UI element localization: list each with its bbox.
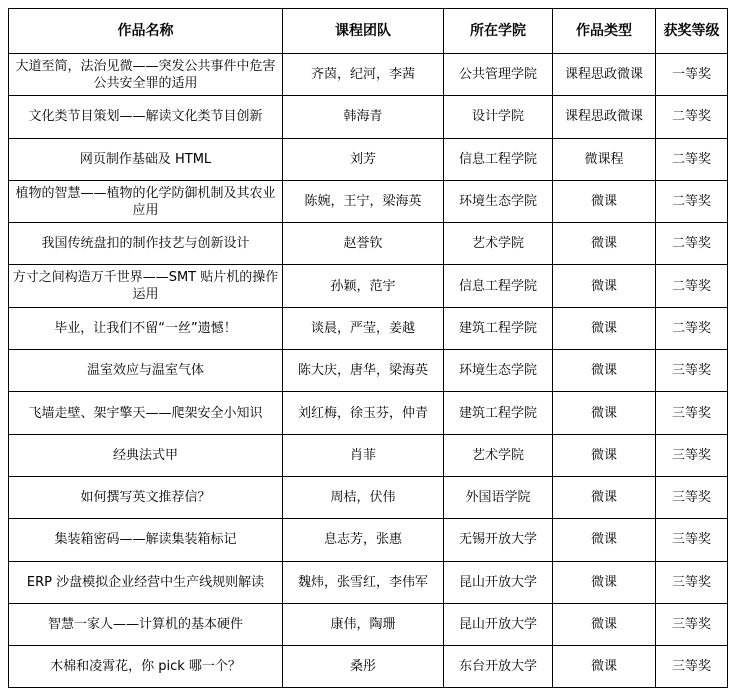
cell-work-name: 文化类节目策划——解读文化类节目创新 <box>9 96 283 138</box>
cell-award-level: 二等奖 <box>656 223 728 265</box>
cell-award-level: 三等奖 <box>656 561 728 603</box>
cell-work-type: 微课 <box>553 350 656 392</box>
cell-course-team: 赵誉钦 <box>283 223 444 265</box>
table-body <box>9 54 728 688</box>
cell-work-name: 如何撰写英文推荐信？ <box>9 476 283 518</box>
table-row <box>9 392 728 434</box>
table-row <box>9 350 728 392</box>
cell-work-name: 木棉和凌霄花，你 pick 哪一个？ <box>9 646 283 688</box>
cell-work-name: 大道至简，法治见微——突发公共事件中危害公共安全罪的适用 <box>9 54 283 96</box>
cell-college: 艺术学院 <box>444 434 553 476</box>
cell-course-team: 息志芳，张惠 <box>283 519 444 561</box>
cell-course-team: 齐茵，纪河，李茜 <box>283 54 444 96</box>
cell-course-team: 周桔，伏伟 <box>283 476 444 518</box>
cell-college: 公共管理学院 <box>444 54 553 96</box>
cell-award-level: 三等奖 <box>656 434 728 476</box>
header-work-type: 作品类型 <box>553 9 656 54</box>
cell-course-team: 康伟，陶珊 <box>283 603 444 645</box>
table-row <box>9 561 728 603</box>
cell-college: 无锡开放大学 <box>444 519 553 561</box>
table-header <box>9 9 728 54</box>
cell-college: 信息工程学院 <box>444 265 553 307</box>
cell-work-type: 课程思政微课 <box>553 96 656 138</box>
cell-college: 建筑工程学院 <box>444 307 553 349</box>
cell-award-level: 三等奖 <box>656 476 728 518</box>
cell-course-team: 刘芳 <box>283 138 444 180</box>
cell-course-team: 刘红梅，徐玉芬，仲青 <box>283 392 444 434</box>
cell-work-type: 微课 <box>553 223 656 265</box>
cell-award-level: 一等奖 <box>656 54 728 96</box>
cell-work-name: ERP 沙盘模拟企业经营中生产线规则解读 <box>9 561 283 603</box>
table-row <box>9 138 728 180</box>
table-row <box>9 265 728 307</box>
cell-course-team: 孙颖，范宇 <box>283 265 444 307</box>
cell-work-name: 方寸之间构造万千世界——SMT 贴片机的操作运用 <box>9 265 283 307</box>
cell-college: 环境生态学院 <box>444 350 553 392</box>
table-row <box>9 603 728 645</box>
cell-award-level: 三等奖 <box>656 646 728 688</box>
cell-work-type: 微课 <box>553 180 656 222</box>
cell-college: 昆山开放大学 <box>444 561 553 603</box>
cell-work-type: 微课 <box>553 307 656 349</box>
cell-college: 东台开放大学 <box>444 646 553 688</box>
cell-work-type: 微课 <box>553 519 656 561</box>
cell-college: 艺术学院 <box>444 223 553 265</box>
header-work-name: 作品名称 <box>9 9 283 54</box>
cell-work-name: 温室效应与温室气体 <box>9 350 283 392</box>
cell-work-type: 微课 <box>553 561 656 603</box>
cell-award-level: 三等奖 <box>656 392 728 434</box>
cell-course-team: 魏炜，张雪红，李伟军 <box>283 561 444 603</box>
cell-award-level: 二等奖 <box>656 180 728 222</box>
cell-award-level: 二等奖 <box>656 96 728 138</box>
cell-award-level: 二等奖 <box>656 265 728 307</box>
header-award-level: 获奖等级 <box>656 9 728 54</box>
table-row <box>9 223 728 265</box>
cell-work-type: 微课 <box>553 476 656 518</box>
cell-work-name: 毕业，让我们不留“一丝”遗憾！ <box>9 307 283 349</box>
cell-work-name: 智慧一家人——计算机的基本硬件 <box>9 603 283 645</box>
cell-work-type: 微课 <box>553 603 656 645</box>
cell-work-name: 飞墙走壁、架宇擎天——爬架安全小知识 <box>9 392 283 434</box>
header-course-team: 课程团队 <box>283 9 444 54</box>
table-row <box>9 434 728 476</box>
cell-course-team: 韩海青 <box>283 96 444 138</box>
cell-award-level: 三等奖 <box>656 350 728 392</box>
table-row <box>9 96 728 138</box>
cell-course-team: 肖菲 <box>283 434 444 476</box>
cell-award-level: 三等奖 <box>656 603 728 645</box>
cell-college: 外国语学院 <box>444 476 553 518</box>
cell-course-team: 桑彤 <box>283 646 444 688</box>
cell-award-level: 三等奖 <box>656 519 728 561</box>
table-row <box>9 54 728 96</box>
cell-work-type: 微课 <box>553 646 656 688</box>
table-row <box>9 476 728 518</box>
cell-work-type: 微课程 <box>553 138 656 180</box>
cell-course-team: 陈大庆，唐华，梁海英 <box>283 350 444 392</box>
cell-work-type: 课程思政微课 <box>553 54 656 96</box>
cell-work-type: 微课 <box>553 434 656 476</box>
cell-college: 建筑工程学院 <box>444 392 553 434</box>
table-row <box>9 180 728 222</box>
cell-work-name: 集装箱密码——解读集装箱标记 <box>9 519 283 561</box>
cell-work-type: 微课 <box>553 392 656 434</box>
cell-course-team: 谈晨，严莹，姜越 <box>283 307 444 349</box>
cell-work-name: 我国传统盘扣的制作技艺与创新设计 <box>9 223 283 265</box>
cell-award-level: 二等奖 <box>656 307 728 349</box>
cell-college: 设计学院 <box>444 96 553 138</box>
table-row <box>9 519 728 561</box>
cell-award-level: 二等奖 <box>656 138 728 180</box>
cell-course-team: 陈婉，王宁，梁海英 <box>283 180 444 222</box>
cell-work-name: 经典法式甲 <box>9 434 283 476</box>
table-row <box>9 646 728 688</box>
header-college: 所在学院 <box>444 9 553 54</box>
table-row <box>9 307 728 349</box>
cell-work-type: 微课 <box>553 265 656 307</box>
cell-college: 信息工程学院 <box>444 138 553 180</box>
awards-table <box>8 8 728 688</box>
cell-college: 昆山开放大学 <box>444 603 553 645</box>
header-row <box>9 9 728 54</box>
cell-college: 环境生态学院 <box>444 180 553 222</box>
cell-work-name: 植物的智慧——植物的化学防御机制及其农业应用 <box>9 180 283 222</box>
cell-work-name: 网页制作基础及 HTML <box>9 138 283 180</box>
